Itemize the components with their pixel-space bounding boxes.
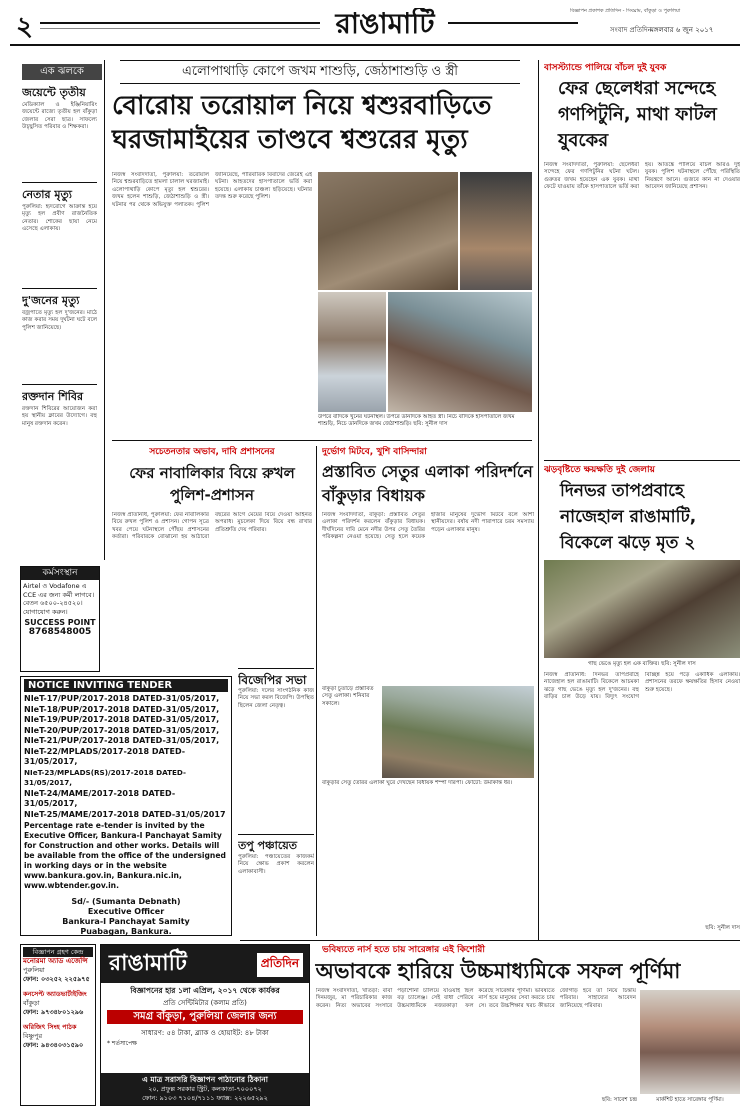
ad-centre-line: বিষ্ণুপুর xyxy=(23,1032,43,1040)
sidebar-item-text: পুরুলিয়া: হৃদরোগে আক্রান্ত হয়ে মৃত্যু হল প্রবীণ রাজনৈতিক নেতার। শোকের ছায়া নেমে এসেছে এলাকায়। xyxy=(22,204,97,233)
weather-credit: ছবি: সুনীল দাস xyxy=(705,925,740,931)
ad-centre-line: কনসেপ্ট অ্যাডভার্টাইজিং xyxy=(23,990,87,998)
ad-brand: রাঙামাটি xyxy=(109,951,187,976)
weather-body: নিজস্ব প্রতিনিধি: দিনভর তাপপ্রবাহে নাজেহাল হল রাঙামাটি। বিকেলে আচমকা ঝড়ে গাছ ভেঙে মৃত্যু হল দু'জনের। বহু বাড়ির চাল উড়ে যায়। বিদ্যুৎ সংযোগ বিচ্ছিন্ন হয়ে পড়ে একাধিক এলাকায়। প্রশাসনের তরফে ক্ষয়ক্ষতির হিসাব নেওয়া শুরু হয়েছে। xyxy=(544,672,740,701)
sidebar-item-leader xyxy=(22,188,97,283)
ad-centre-line: অরিজিৎ সিংহ পাঠক xyxy=(23,1023,77,1031)
bjp-title: বিজেপির সভা xyxy=(238,673,307,687)
tender-sign-place: Puabagan, Bankura. xyxy=(80,927,172,936)
classified-title: কর্মসংস্থান xyxy=(21,567,99,580)
right-top-body: নিজস্ব সংবাদদাতা, পুরুলিয়া: ছেলেধরা সন্দেহে ফের গণপিটুনির ঘটনা ঘটল। গুরুতর জখম হয়েছেন এক যুবক। মাথা ফেটে যাওয়ায় তাঁকে হাসপাতালে ভর্তি করা হয়। আতঙ্কে পালিয়ে বাঁচল আরও দুই যুবক। পুলিশ ঘটনাস্থলে পৌঁছে পরিস্থিতি নিয়ন্ত্রণে আনে। গুজবে কান না দেওয়ার আবেদন জানিয়েছে প্রশাসন। xyxy=(544,162,740,191)
weather-photo-caption: গাছ ভেঙে মৃত্যু হল এক ব্যক্তির। ছবি: সুনীল দাস xyxy=(588,661,696,667)
student-photo-caption: মার্কশিট হাতে সারেঙ্গার পূর্ণিমা। xyxy=(656,1097,724,1103)
tender-line: NIeT-23/MPLADS(RS)/2017-2018 DATED-31/05/2017, xyxy=(24,767,186,787)
classified-brand: SUCCESS POINT xyxy=(24,618,96,627)
ad-rates: সাধারণ: ৫৪ টাকা, ব্ল্যাক ও হোয়াইট: ৪৮ টাকা xyxy=(141,1029,269,1037)
caption-text: উপরে বাঁদিকে খুনের ঘটনাস্থল। উপরে ডানদিকে আহত স্ত্রী। নিচে বাঁদিকে হাসপাতালে জখম শাশুড়ি, নিচে ডানদিকে জখম জেঠাশাশুড়ি। xyxy=(318,414,515,427)
tender-notice xyxy=(20,676,232,936)
classified-phone: 8768548005 xyxy=(28,627,92,637)
edition-label: সংবাদ প্রতিদিন xyxy=(610,26,652,34)
tender-line: NIeT-25/MAME/2017-2018 DATED-31/05/2017 xyxy=(24,809,226,819)
header-small-note: বিজ্ঞাপন প্রকাশক প্রতিদিন - সিংঘ্রাম, বাঁকুড়া ও পুরুলিয়া xyxy=(570,8,681,14)
bjp-text: পুরুলিয়া: দলের সাংগঠনিক কাজ নিয়ে সভা করল বিজেপি। উপস্থিত ছিলেন জেলা নেতৃত্ব। xyxy=(238,688,314,709)
sidebar-item-text: মেডিক্যাল ও ইঞ্জিনিয়ারিং জয়েন্টে রাজ্যে তৃতীয় হল বাঁকুড়া জেলার সেরা ছাত্র। সাফল্যে উচ্ছ্বসিত পরিবার ও শিক্ষকরা। xyxy=(22,102,97,131)
tender-title: NOTICE INVITING TENDER xyxy=(24,679,228,692)
right-top-kicker: বাসস্ট্যান্ডে পালিয়ে বাঁচল দুই যুবক xyxy=(544,63,667,73)
ad-address: ২০, প্রফুল্ল সরকার স্ট্রিট, কলকাতা-৭০০০৭২ xyxy=(148,1085,262,1093)
ad-phone: ফোন: ৯১০৩ ৭১০৪/৭১১১ ফ্যাক্স: ২২২৬৫২৯২ xyxy=(142,1094,268,1102)
lead-headline-2: ঘরজামাইয়ের তাণ্ডবে শ্বশুরের মৃত্যু xyxy=(112,125,468,155)
crime-scene-photo xyxy=(318,172,458,290)
ad-centre-title: বিজ্ঞাপন গ্রহণ কেন্দ্র xyxy=(23,947,93,957)
sidebar-item-deaths xyxy=(22,294,97,384)
bridge-caption: বাঁকুড়ার সেতু তৈরির এলাকা ঘুরে দেখছেন বিধায়ক শম্পা দরিপা। ফোটো: উমাকান্ত ধর। xyxy=(322,780,513,786)
child-kicker: সচেতনতার অভাব, দাবি প্রশাসনের xyxy=(149,447,275,457)
sidebar-tag: এক ঝলকে xyxy=(22,64,102,80)
student-photo xyxy=(640,990,740,1094)
tender-line: NIeT-21/PUP/2017-2018 DATED-31/05/2017, xyxy=(24,736,220,745)
ad-note: * শর্তসাপেক্ষ xyxy=(107,1040,138,1047)
tender-body: Percentage rate e-tender is invited by the Executive Officer, Bankura-I Panchayat Samity for Construction and other works. Details will be available from the office of the undersigned in working days or in the website www.bankura.gov.in, Bankura.nic.in, www.wbtender.gov.in. xyxy=(24,821,226,890)
ad-centre-line: ফোন: ৯৪৩৪০৩১৫৯০ xyxy=(23,1041,84,1049)
weather-headline: দিনভর তাপপ্রবাহে নাজেহাল রাঙামাটি, বিকেলে ঝড়ে মৃত ২ xyxy=(560,481,697,553)
classified-text: Airtel ও Vodafone এ CCE এর জন্য কর্মী লাগবে। বেতন ৬৫০০-২৪৫২০। যোগাযোগ করুন। xyxy=(23,582,95,616)
sidebar-item-title: জয়েন্টে তৃতীয় xyxy=(22,86,86,99)
ad-centre-line: ফোন: ৯৭৩৪৮০১২৯৬ xyxy=(23,1008,84,1016)
tender-line: NIeT-20/PUP/2017-2018 DATED-31/05/2017, xyxy=(24,725,220,735)
sidebar-item-title: নেতার মৃত্যু xyxy=(22,188,72,201)
tender-line: NIeT-17/PUP/2017-2018 DATED-31/05/2017, xyxy=(24,694,220,703)
bridge-headline: প্রস্তাবিত সেতুর এলাকা পরিদর্শনে বাঁকুড়ার বিধায়ক xyxy=(322,462,533,505)
tender-line: NIeT-22/MPLADS/2017-2018 DATED-31/05/2017, xyxy=(24,746,186,766)
sidebar-item-text: বজ্রপাতে মৃত্যু হল দু'জনের। মাঠে কাজ করার সময় দুর্ঘটনা ঘটে বলে পুলিশ জানিয়েছে। xyxy=(22,310,97,331)
tender-line: NIeT-19/PUP/2017-2018 DATED-31/05/2017, xyxy=(24,715,220,724)
ad-booking-centres xyxy=(20,944,96,1106)
sidebar-item-joint xyxy=(22,86,97,176)
tapu-text: পুরুলিয়া: পঞ্চায়েতের কাজকর্ম নিয়ে ক্ষোভ প্রকাশ করলেন এলাকাবাসী। xyxy=(238,854,314,875)
sidebar-item-title: রক্তদান শিবির xyxy=(22,390,84,403)
ad-centre-line: পুরুলিয়া xyxy=(23,966,45,974)
right-top-headline: ফের ছেলেধরা সন্দেহে গণপিটুনি, মাথা ফাটল যুবকের xyxy=(558,78,717,151)
hospital-photo-right xyxy=(388,292,532,412)
injured-wife-photo xyxy=(460,172,532,290)
ad-offer: বিজ্ঞাপনের হার ১লা এপ্রিল, ২০১৭ থেকে কার্যকর xyxy=(130,986,280,995)
lead-kicker: এলোপাথাড়ি কোপে জখম শাশুড়ি, জেঠাশাশুড়ি ও স্ত্রী xyxy=(120,60,520,84)
tender-line: NIeT-24/MAME/2017-2018 DATED-31/05/2017, xyxy=(24,788,176,808)
lead-headline-1: বোরোয় তরোয়াল নিয়ে শ্বশুরবাড়িতে xyxy=(112,91,492,121)
bridge-body: নিজস্ব সংবাদদাতা, বাঁকুড়া: প্রস্তাবিত সেতুর এলাকা পরিদর্শন করলেন বাঁকুড়ার বিধায়ক। দীর্ঘদিনের দাবি মেনে নদীর উপর সেতু তৈরির পরিকল্পনা নেওয়া হয়েছে। সেতু হলে কয়েক হাজার মানুষের দুর্ভোগ মিটবে বলে আশা স্থানীয়দের। বর্ষায় নদী পারাপারে চরম সমস্যায় পড়েন এলাকার মানুষ। xyxy=(322,512,534,541)
lead-body: নিজস্ব সংবাদদাতা, পুরুলিয়া: তরোয়াল নিয়ে শ্বশুরবাড়িতে হামলা চালাল ঘরজামাই। এলোপাথাড়ি কোপে মৃত্যু হল শ্বশুরের। জখম হলেন শাশুড়ি, জেঠাশাশুড়ি ও স্ত্রী। ঘটনার পর থেকে অভিযুক্ত পলাতক। পুলিশ জানিয়েছে, পারিবারিক বিবাদের জেরেই এই ঘটনা। আহতদের হাসপাতালে ভর্তি করা হয়েছে। এলাকায় চাঞ্চল্য ছড়িয়েছে। ঘটনার তদন্ত শুরু করেছে পুলিশ। xyxy=(112,172,312,208)
hospital-photo-left xyxy=(318,292,386,412)
bridge-site-photo xyxy=(382,686,534,778)
girl-headline: অভাবকে হারিয়ে উচ্চমাধ্যমিকে সফল পূর্ণিমা xyxy=(315,959,681,983)
ad-rate-card xyxy=(100,944,310,1106)
lead-photo-caption xyxy=(318,414,532,434)
child-body: নিজস্ব প্রতিনিধি, পুরুলিয়া: ফের নাবালিকার বিয়ে রুখল পুলিশ ও প্রশাসন। গোপন সূত্রে খবর পেয়ে ঘটনাস্থলে পৌঁছয় প্রশাসনের কর্তারা। পরিবারকে বোঝানো হয় আঠারো বছরের আগে মেয়ের বিয়ে দেওয়া আইনত অপরাধ। মুচলেকা দিয়ে বিয়ে বন্ধ রাখার প্রতিশ্রুতি দেয় পরিবার। xyxy=(112,512,312,541)
sidebar-item-text: রক্তদান শিবিরের আয়োজন করা হয় স্থানীয় ক্লাবের উদ্যোগে। বহু মানুষ রক্তদান করেন। xyxy=(22,406,97,427)
tender-sign-office: Bankura-I Panchayat Samity xyxy=(62,917,190,926)
bridge-caption-side: বাঁকুড়া চুতাড়ে প্রস্তাবিত সেতু এলাকা। শনিবার সকালে। xyxy=(322,686,374,707)
sidebar-item-blood xyxy=(22,390,97,490)
ad-unit: প্রতি সেন্টিমিটার (কলাম প্রতি) xyxy=(163,999,247,1007)
girl-body: নিজস্ব সংবাদদাতা, খাতড়া: বাবা দিনমজুর, মা পরিচারিকার কাজ করেন। নিত্য অভাবের সংসারে পড়াশোনা চালিয়ে যাওয়াই ছিল বড় চ্যালেঞ্জ। সেই বাধা পেরিয়ে উচ্চমাধ্যমিকে নজরকাড়া ফল করেছে সারেঙ্গার পূর্ণিমা। ভবিষ্যতে নার্স হয়ে মানুষের সেবা করতে চায় সে। তবে উচ্চশিক্ষার খরচ কীভাবে জোগাড় হবে তা নিয়ে চিন্তায় পরিবার। সাহায্যের আবেদন জানিয়েছে পরিবার। xyxy=(316,988,636,1009)
classified-ad xyxy=(20,566,100,672)
bjp-box xyxy=(238,672,314,832)
photo-credit: ছবি: সুনীল দাস xyxy=(413,421,448,427)
ad-region: সমগ্র বাঁকুড়া, পুরুলিয়া জেলার জন্য xyxy=(107,1010,303,1024)
bridge-kicker: দুর্ভোগ মিটবে, খুশি বাসিন্দারা xyxy=(322,447,427,457)
page-number: ২ xyxy=(16,12,33,42)
ad-centre-line: মনোরমা অ্যাড এজেন্সি xyxy=(23,957,88,965)
child-headline: ফের নাবালিকার বিয়ে রুখল পুলিশ-প্রশাসন xyxy=(129,464,295,504)
student-photo-credit: ছবি: সাবেশ চন্দ্র xyxy=(601,1097,637,1103)
date-label: মঙ্গলবার ৬ জুন ২০১৭ xyxy=(650,26,714,34)
girl-kicker: ভবিষ্যতে নার্স হতে চায় সারেঙ্গার এই কিশোরী xyxy=(322,945,485,955)
tender-sign-name: Sd/- (Sumanta Debnath) xyxy=(71,897,181,906)
ad-footer: এ মাত্র সরাসরি বিজ্ঞাপন পাঠানোর ঠিকানা xyxy=(142,1075,268,1084)
tapu-box xyxy=(238,838,314,936)
ad-paper-logo: প্রতিদিন xyxy=(257,953,303,977)
ad-centre-line: ফোন: ০৩২৫২ ২২৫৯৭৫ xyxy=(23,975,90,983)
sidebar-item-title: দু'জনের মৃত্যু xyxy=(22,294,80,307)
newspaper-section-title: রাঙামাটি xyxy=(335,8,435,40)
ad-centre-line: বাঁকুড়া xyxy=(23,999,40,1007)
fallen-tree-photo xyxy=(544,560,740,658)
tender-sign-title: Executive Officer xyxy=(87,907,165,916)
tapu-title: তপু পঞ্চায়েত xyxy=(238,839,297,852)
weather-kicker: ঝড়বৃষ্টিতে ক্ষয়ক্ষতি দুই জেলায় xyxy=(544,465,655,475)
tender-line: NIeT-18/PUP/2017-2018 DATED-31/05/2017, xyxy=(24,704,220,714)
